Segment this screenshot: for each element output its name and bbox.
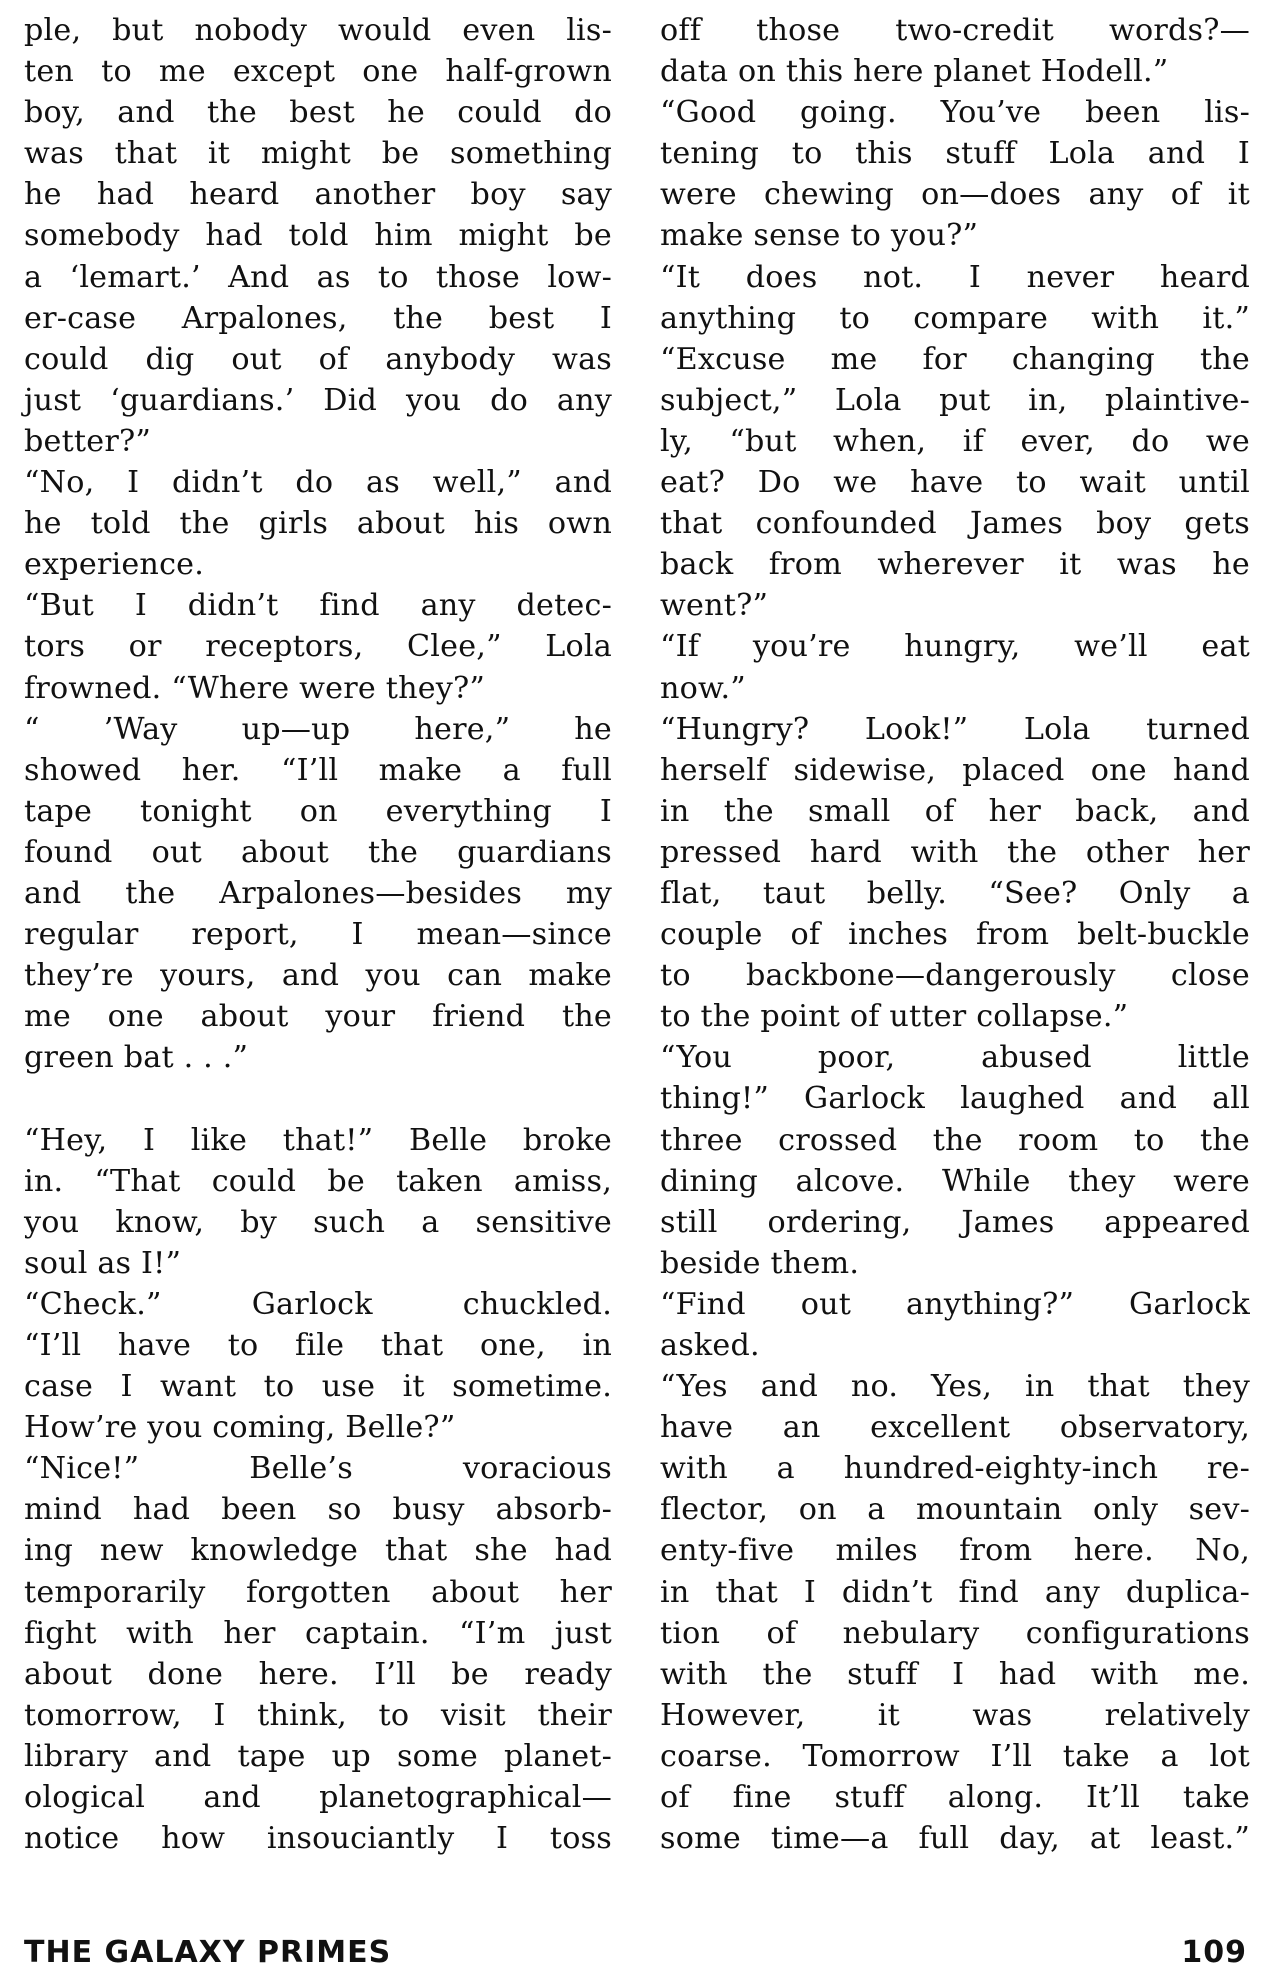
text-line: ten to me except one half-grown [24,54,612,90]
text-line: some time—a full day, at least.” [660,1821,1250,1857]
right-text-column [660,10,1250,1859]
text-line: “Find out anything?” Garlock [660,1286,1250,1322]
text-line: make sense to you?” [660,218,979,254]
text-line: boy, and the best he could do [24,95,612,131]
text-line: herself sidewise, placed one hand [660,752,1250,788]
text-line: were chewing on—does any of it [660,177,1250,213]
text-line: with a hundred-eighty-inch re- [660,1451,1250,1487]
text-line: How’re you coming, Belle?” [24,1410,456,1446]
text-line: pressed hard with the other her [660,834,1250,870]
text-line: temporarily forgotten about her [24,1574,612,1610]
text-line: “You poor, abused little [660,1040,1250,1076]
text-line: “It does not. I never heard [660,259,1250,295]
text-line: tening to this stuff Lola and I [660,136,1250,172]
text-line: have an excellent observatory, [660,1410,1250,1446]
text-line: better?” [24,423,151,459]
text-line: showed her. “I’ll make a full [24,752,612,788]
text-line: with the stuff I had with me. [660,1656,1250,1692]
text-line: thing!” Garlock laughed and all [660,1081,1250,1117]
text-line: “Nice!” Belle’s voracious [24,1451,612,1487]
text-line: er-case Arpalones, the best I [24,300,612,336]
text-line: tomorrow, I think, to visit their [24,1697,612,1733]
text-line: subject,” Lola put in, plaintive- [660,382,1250,418]
text-line: found out about the guardians [24,834,612,870]
text-line: somebody had told him might be [24,218,612,254]
text-line: enty-five miles from here. No, [660,1533,1250,1569]
text-line: “If you’re hungry, we’ll eat [660,629,1250,665]
text-line: flector, on a mountain only sev- [660,1492,1250,1528]
left-text-column [24,10,612,1859]
text-line: and the Arpalones—besides my [24,875,612,911]
paragraph-gap [24,1078,612,1119]
text-line: coarse. Tomorrow I’ll take a lot [660,1738,1250,1774]
text-line: to the point of utter collapse.” [660,999,1129,1035]
running-footer-title: THE GALAXY PRIMES [24,1935,392,1970]
text-line: could dig out of anybody was [24,341,612,377]
text-line: that confounded James boy gets [660,506,1250,542]
text-line: beside them. [660,1245,860,1281]
text-line: notice how insouciantly I toss [24,1821,612,1857]
text-line: “Check.” Garlock chuckled. [24,1286,612,1322]
text-line: in that I didn’t find any duplica- [660,1574,1250,1610]
text-line: ple, but nobody would even lis- [24,13,612,48]
text-line: just ‘guardians.’ Did you do any [24,382,612,418]
text-line: fight with her captain. “I’m just [24,1615,612,1651]
text-line: data on this here planet Hodell.” [660,54,1169,90]
text-line: was that it might be something [24,136,612,172]
text-line: in the small of her back, and [660,793,1250,829]
text-line: tors or receptors, Clee,” Lola [24,629,612,665]
text-line: of fine stuff along. It’ll take [660,1780,1250,1816]
text-line: case I want to use it sometime. [24,1369,612,1405]
text-line: still ordering, James appeared [660,1204,1250,1240]
text-line: frowned. “Where were they?” [24,670,486,706]
text-line: back from wherever it was he [660,547,1250,583]
text-line: he told the girls about his own [24,506,612,542]
text-line: three crossed the room to the [660,1122,1250,1158]
text-line: “ ’Way up—up here,” he [24,711,612,747]
text-line: “Hey, I like that!” Belle broke [24,1122,612,1158]
text-line: you know, by such a sensitive [24,1204,612,1240]
text-line: they’re yours, and you can make [24,958,612,994]
text-line: library and tape up some planet- [24,1738,612,1774]
text-line: in. “That could be taken amiss, [24,1163,612,1199]
text-line: asked. [660,1328,760,1363]
text-line: tape tonight on everything I [24,793,612,829]
text-line: flat, taut belly. “See? Only a [660,875,1250,911]
text-line: “But I didn’t find any detec- [24,588,612,624]
text-line: couple of inches from belt-buckle [660,917,1250,953]
text-line: “I’ll have to file that one, in [24,1328,612,1363]
text-line: me one about your friend the [24,999,612,1035]
text-line: tion of nebulary configurations [660,1615,1250,1651]
text-line: “Good going. You’ve been lis- [660,95,1250,131]
text-line: ing new knowledge that she had [24,1533,612,1569]
text-line: experience. [24,547,205,583]
text-line: “Excuse me for changing the [660,341,1250,377]
text-line: regular report, I mean—since [24,917,612,953]
text-line: ly, “but when, if ever, do we [660,423,1250,459]
text-line: mind had been so busy absorb- [24,1492,612,1528]
page-number: 109 [1181,1935,1247,1970]
text-line: eat? Do we have to wait until [660,465,1250,501]
text-line: about done here. I’ll be ready [24,1656,612,1692]
text-line: to backbone—dangerously close [660,958,1250,994]
text-line: anything to compare with it.” [660,300,1250,336]
text-line: off those two-credit words?— [660,13,1250,48]
text-line: a ‘lemart.’ And as to those low- [24,259,612,295]
text-line: went?” [660,588,769,624]
text-line: “Yes and no. Yes, in that they [660,1369,1250,1405]
text-line: green bat . . .” [24,1040,249,1076]
text-line: However, it was relatively [660,1697,1250,1733]
text-line: “Hungry? Look!” Lola turned [660,711,1250,747]
text-line: ological and planetographical— [24,1780,612,1816]
text-line: now.” [660,670,746,706]
text-line: “No, I didn’t do as well,” and [24,465,612,501]
text-line: he had heard another boy say [24,177,612,213]
text-line: dining alcove. While they were [660,1163,1250,1199]
text-line: soul as I!” [24,1245,182,1281]
